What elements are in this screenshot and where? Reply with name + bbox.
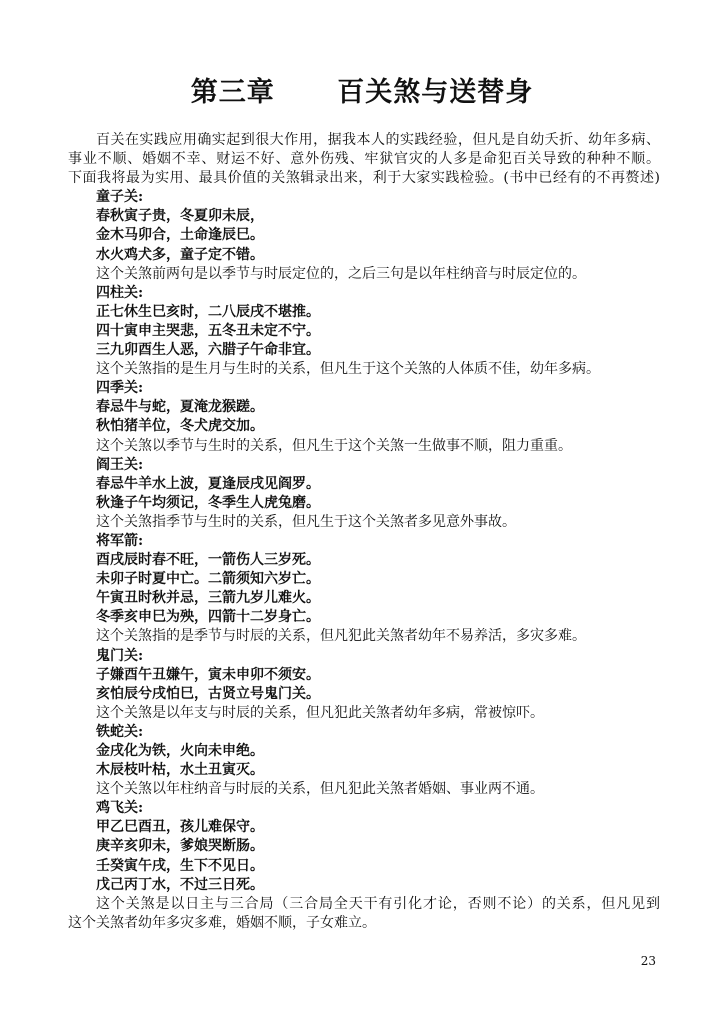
section-note: 这个关煞以年柱纳音与时辰的关系，但凡犯此关煞者婚姻、事业两不通。	[96, 781, 544, 798]
verse-line: 木辰枝叶枯，水土丑寅灭。	[96, 762, 264, 779]
verse-line: 秋怕猪羊位，冬犬虎交加。	[96, 418, 264, 435]
verse-line: 午寅丑时秋并忌，三箭九岁儿难火。	[96, 590, 320, 607]
verse-line: 酉戌辰时春不旺，一箭伤人三岁死。	[96, 552, 320, 569]
section-heading: 将军箭:	[96, 532, 144, 549]
verse-line: 未卯子时夏中亡。二箭须知六岁亡。	[96, 571, 320, 588]
verse-line: 甲乙巳酉丑，孩儿难保守。	[96, 819, 264, 836]
section-note: 这个关煞指的是生月与生时的关系，但凡生于这个关煞的人体质不佳，幼年多病。	[96, 361, 600, 378]
verse-line: 三九卯酉生人恶，六腊子午命非宜。	[96, 342, 320, 359]
section-note: 这个关煞指的是季节与时辰的关系，但凡犯此关煞者幼年不易养活，多灾多难。	[96, 628, 586, 645]
intro-line: 事业不顺、婚姻不幸、财运不好、意外伤残、牢狱官灾的人多是命犯百关导致的种种不顺。	[68, 151, 660, 168]
verse-line: 戊己丙丁水，不过三日死。	[96, 876, 264, 893]
page-number: 23	[640, 954, 656, 968]
verse-line: 水火鸡犬多，童子定不错。	[96, 246, 264, 263]
section-heading: 四柱关:	[96, 284, 144, 301]
verse-line: 冬季亥申巳为殃，四箭十二岁身亡。	[96, 609, 320, 626]
verse-line: 正七休生巳亥时，二八辰戌不堪推。	[96, 303, 320, 320]
section-heading: 阎王关:	[96, 456, 144, 473]
section-heading: 鸡飞关:	[96, 800, 144, 817]
section-note: 这个关煞者幼年多灾多难，婚姻不顺，子女难立。	[68, 914, 376, 931]
verse-line: 春忌牛羊水上波，夏逢辰戌见阎罗。	[96, 475, 320, 492]
verse-line: 子嫌酉午丑嫌午，寅未申卯不须安。	[96, 666, 320, 683]
section-note: 这个关煞是以日主与三合局（三合局全天干有引化才论，否则不论）的关系，但凡见到	[96, 895, 660, 912]
intro-line: 百关在实践应用确实起到很大作用，据我本人的实践经验，但凡是自幼夭折、幼年多病、	[96, 132, 660, 148]
section-heading: 鬼门关:	[96, 647, 144, 664]
intro-line: 下面我将最为实用、最具价值的关煞辑录出来，利于大家实践检验。(书中已经有的不再赘述)	[68, 170, 660, 187]
verse-line: 金戌化为铁，火向未申绝。	[96, 743, 264, 759]
section-heading: 四季关:	[96, 380, 144, 397]
section-note: 这个关煞指季节与生时的关系，但凡生于这个关煞者多见意外事故。	[96, 513, 516, 530]
verse-line: 四十寅申主哭悲，五冬丑未定不宁。	[96, 322, 320, 339]
section-heading: 铁蛇关:	[96, 723, 144, 740]
verse-line: 庚辛亥卯未，爹娘哭断肠。	[96, 838, 264, 855]
verse-line: 金木马卯合，土命逢辰巳。	[96, 227, 264, 244]
verse-line: 春秋寅子贵，冬夏卯未辰，	[96, 208, 264, 225]
verse-line: 春忌牛与蛇，夏淹龙猴蹉。	[96, 399, 264, 416]
chapter-title: 第三章 百关煞与送替身	[190, 77, 534, 108]
section-note: 这个关煞以季节与生时的关系，但凡生于这个关煞一生做事不顺，阻力重重。	[96, 437, 572, 454]
document-body	[68, 131, 660, 933]
section-heading: 童子关:	[96, 189, 144, 206]
verse-line: 亥怕辰兮戌怕巳，古贤立号鬼门关。	[96, 685, 320, 702]
section-note: 这个关煞前两句是以季节与时辰定位的，之后三句是以年柱纳音与时辰定位的。	[96, 265, 586, 282]
verse-line: 壬癸寅午戌，生下不见日。	[96, 857, 264, 874]
section-note: 这个关煞是以年支与时辰的关系，但凡犯此关煞者幼年多病，常被惊吓。	[96, 704, 544, 721]
verse-line: 秋逢子午均须记，冬季生人虎兔磨。	[96, 494, 320, 511]
